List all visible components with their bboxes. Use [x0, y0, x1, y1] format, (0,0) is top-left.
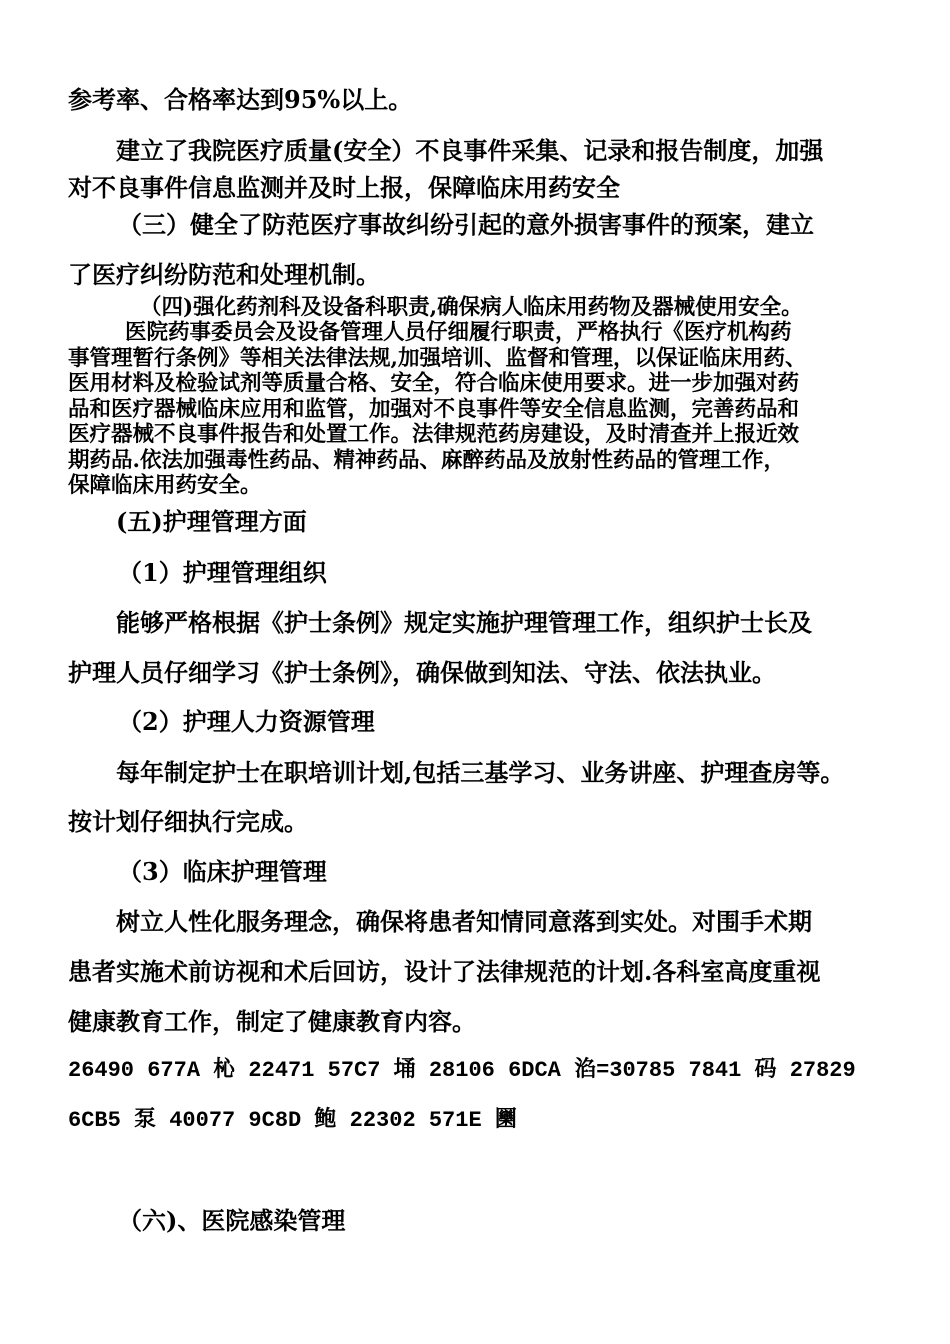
paragraph-line: 医院药事委员会及设备管理人员仔细履行职责，严格执行《医疗机构药 — [125, 320, 792, 345]
section-heading: （六)、医院感染管理 — [118, 1206, 346, 1235]
section-heading: (五)护理管理方面 — [116, 507, 307, 536]
paragraph-line: 患者实施术前访视和术后回访，设计了法律规范的计划.各科室高度重视 — [68, 957, 821, 986]
paragraph-line: 按计划仔细执行完成。 — [68, 807, 308, 836]
paragraph-line: 医用材料及检验试剂等质量合格、安全，符合临床使用要求。进一步加强对药 — [68, 371, 800, 396]
subsection-heading: （3）临床护理管理 — [118, 857, 327, 886]
paragraph-line: 建立了我院医疗质量(安全）不良事件采集、记录和报告制度，加强 — [116, 136, 824, 165]
paragraph-line: 了医疗纠纷防范和处理机制。 — [68, 260, 380, 289]
paragraph-line: 树立人性化服务理念，确保将患者知情同意落到实处。对围手术期 — [116, 907, 812, 936]
paragraph-line: 护理人员仔细学习《护士条例》，确保做到知法、守法、依法执业。 — [68, 658, 776, 687]
section-heading: （三）健全了防范医疗事故纠纷引起的意外损害事件的预案，建立 — [118, 210, 814, 239]
paragraph-line: 保障临床用药安全。 — [68, 473, 262, 498]
paragraph-line: 健康教育工作，制定了健康教育内容。 — [68, 1007, 476, 1036]
paragraph-line: 期药品.依法加强毒性药品、精神药品、麻醉药品及放射性药品的管理工作， — [68, 448, 785, 473]
subsection-heading: （2）护理人力资源管理 — [118, 707, 375, 736]
paragraph-line: 每年制定护士在职培训计划,包括三基学习、业务讲座、护理查房等。 — [116, 758, 845, 787]
subsection-heading: （1）护理管理组织 — [118, 558, 327, 587]
paragraph-line: 参考率、合格率达到95%以上。 — [68, 85, 413, 114]
paragraph-line: 能够严格根据《护士条例》规定实施护理管理工作，组织护士长及 — [116, 608, 812, 637]
paragraph-line: 事管理暂行条例》等相关法律法规,加强培训、监督和管理，以保证临床用药、 — [68, 346, 807, 371]
paragraph-line: 品和医疗器械临床应用和监管，加强对不良事件等安全信息监测，完善药品和 — [68, 397, 800, 422]
paragraph-line: 对不良事件信息监测并及时上报，保障临床用药安全 — [68, 173, 620, 202]
section-heading: （四)强化药剂科及设备科职责,确保病人临床用药物及器械使用安全。 — [140, 295, 803, 320]
paragraph-line: 医疗器械不良事件报告和处置工作。法律规范药房建设，及时清查并上报近效 — [68, 422, 800, 447]
code-sequence-line: 6CB5 泵 40077 9C8D 鲍 22302 571E 圞 — [68, 1108, 517, 1133]
code-sequence-line: 26490 677A 杺 22471 57C7 埇 28106 6DCA 淊=30785 7841 码 27829 — [68, 1058, 856, 1083]
